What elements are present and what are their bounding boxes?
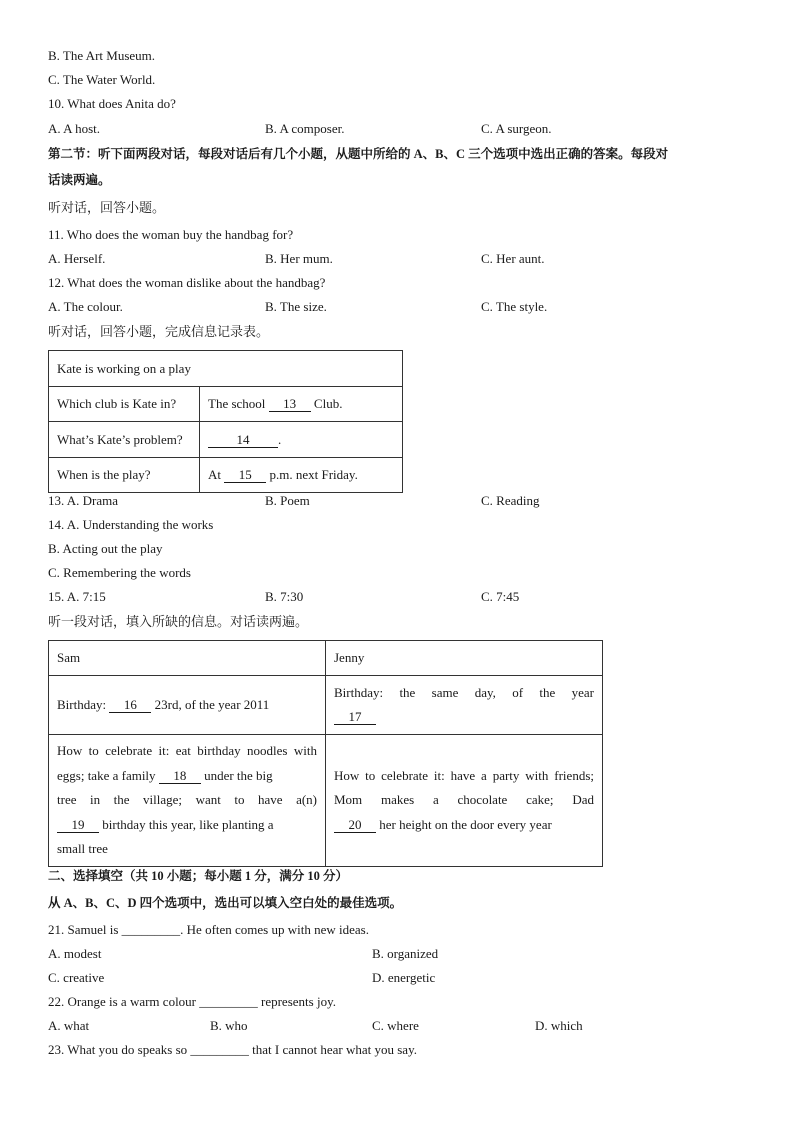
question-23: 23. What you do speaks so _________ that I cannot hear what you say. [48, 1042, 417, 1057]
table-row [49, 387, 403, 422]
q21-option-a: A. modest [48, 946, 102, 961]
table-question: What’s Kate’s problem? [49, 422, 200, 458]
q14-option-b: B. Acting out the play [48, 541, 163, 556]
blank-18[interactable]: 18 [159, 769, 201, 784]
question-22: 22. Orange is a warm colour _________ represents joy. [48, 994, 336, 1009]
table-question: When is the play? [49, 458, 200, 493]
q15-option-a: 15. A. 7:15 [48, 589, 106, 604]
q13-option-a: 13. A. Drama [48, 493, 119, 508]
sam-celebration: How to celebrate it: eat birthday noodles with eggs; take a family 18 under the big tree in the village; want to have a(n) 19 birthday this year, like planting a small tree [49, 735, 326, 867]
table-answer: 14 . [200, 422, 403, 458]
q11-option-a: A. Herself. [48, 251, 106, 266]
question-11: 11. Who does the woman buy the handbag for? [48, 227, 294, 242]
info-table-kate [48, 350, 403, 493]
question-10: 10. What does Anita do? [48, 96, 176, 111]
instruction: 听对话，回答小题，完成信息记录表。 [48, 324, 270, 339]
blank-17[interactable]: 17 [334, 710, 376, 725]
jenny-birthday: Birthday: the same day, of the year 17 [326, 676, 603, 735]
q21-option-d: D. energetic [372, 970, 436, 985]
blank-14[interactable]: 14 [208, 433, 278, 448]
q21-option-c: C. creative [48, 970, 105, 985]
option-line: B. The Art Museum. [48, 48, 156, 63]
info-table-birthday [48, 640, 603, 867]
q10-option-b: B. A composer. [265, 121, 345, 136]
col-header-sam: Sam [49, 641, 326, 676]
instruction: 听一段对话，填入所缺的信息。对话读两遍。 [48, 614, 309, 629]
sam-birthday: Birthday: 16 23rd, of the year 2011 [49, 676, 326, 735]
blank-20[interactable]: 20 [334, 818, 376, 833]
q12-option-c: C. The style. [481, 299, 548, 314]
table-question: Which club is Kate in? [49, 387, 200, 422]
option-line: C. The Water World. [48, 72, 156, 87]
part-instruction: 从 A、B、C、D 四个选项中，选出可以填入空白处的最佳选项。 [48, 896, 403, 910]
instruction: 听对话，回答小题。 [48, 200, 166, 215]
blank-19[interactable]: 19 [57, 818, 99, 833]
table-row [49, 458, 403, 493]
question-21: 21. Samuel is _________. He often comes up with new ideas. [48, 922, 369, 937]
question-12: 12. What does the woman dislike about the handbag? [48, 275, 326, 290]
q22-option-c: C. where [372, 1018, 419, 1033]
col-header-jenny: Jenny [326, 641, 603, 676]
table-row [49, 422, 403, 458]
q10-option-c: C. A surgeon. [481, 121, 552, 136]
q11-option-c: C. Her aunt. [481, 251, 545, 266]
blank-15[interactable]: 15 [224, 468, 266, 483]
q21-option-b: B. organized [372, 946, 439, 961]
blank-13[interactable]: 13 [269, 397, 311, 412]
q22-option-a: A. what [48, 1018, 90, 1033]
q13-option-c: C. Reading [481, 493, 540, 508]
q12-option-a: A. The colour. [48, 299, 123, 314]
part-heading: 二、选择填空（共 10 小题；每小题 1 分，满分 10 分） [48, 869, 349, 883]
section-heading: 第二节：听下面两段对话，每段对话后有几个小题，从题中所给的 A、B、C 三个选项中选出正确的答案。每段对 [48, 147, 669, 161]
q22-option-b: B. who [210, 1018, 248, 1033]
q14-option-c: C. Remembering the words [48, 565, 191, 580]
jenny-celebration: How to celebrate it: have a party with friends; Mom makes a chocolate cake; Dad 20 her height on the door every year [326, 735, 603, 867]
blank-16[interactable]: 16 [109, 698, 151, 713]
table-title: Kate is working on a play [49, 351, 403, 387]
table-answer: At 15 p.m. next Friday. [200, 458, 403, 493]
q15-option-c: C. 7:45 [481, 589, 520, 604]
q15-option-b: B. 7:30 [265, 589, 304, 604]
q13-option-b: B. Poem [265, 493, 310, 508]
q10-option-a: A. A host. [48, 121, 101, 136]
q11-option-b: B. Her mum. [265, 251, 333, 266]
q14-option-a: 14. A. Understanding the works [48, 517, 214, 532]
section-heading-cont: 话读两遍。 [48, 173, 111, 187]
table-answer: The school 13 Club. [200, 387, 403, 422]
q22-option-d: D. which [535, 1018, 583, 1033]
q12-option-b: B. The size. [265, 299, 327, 314]
